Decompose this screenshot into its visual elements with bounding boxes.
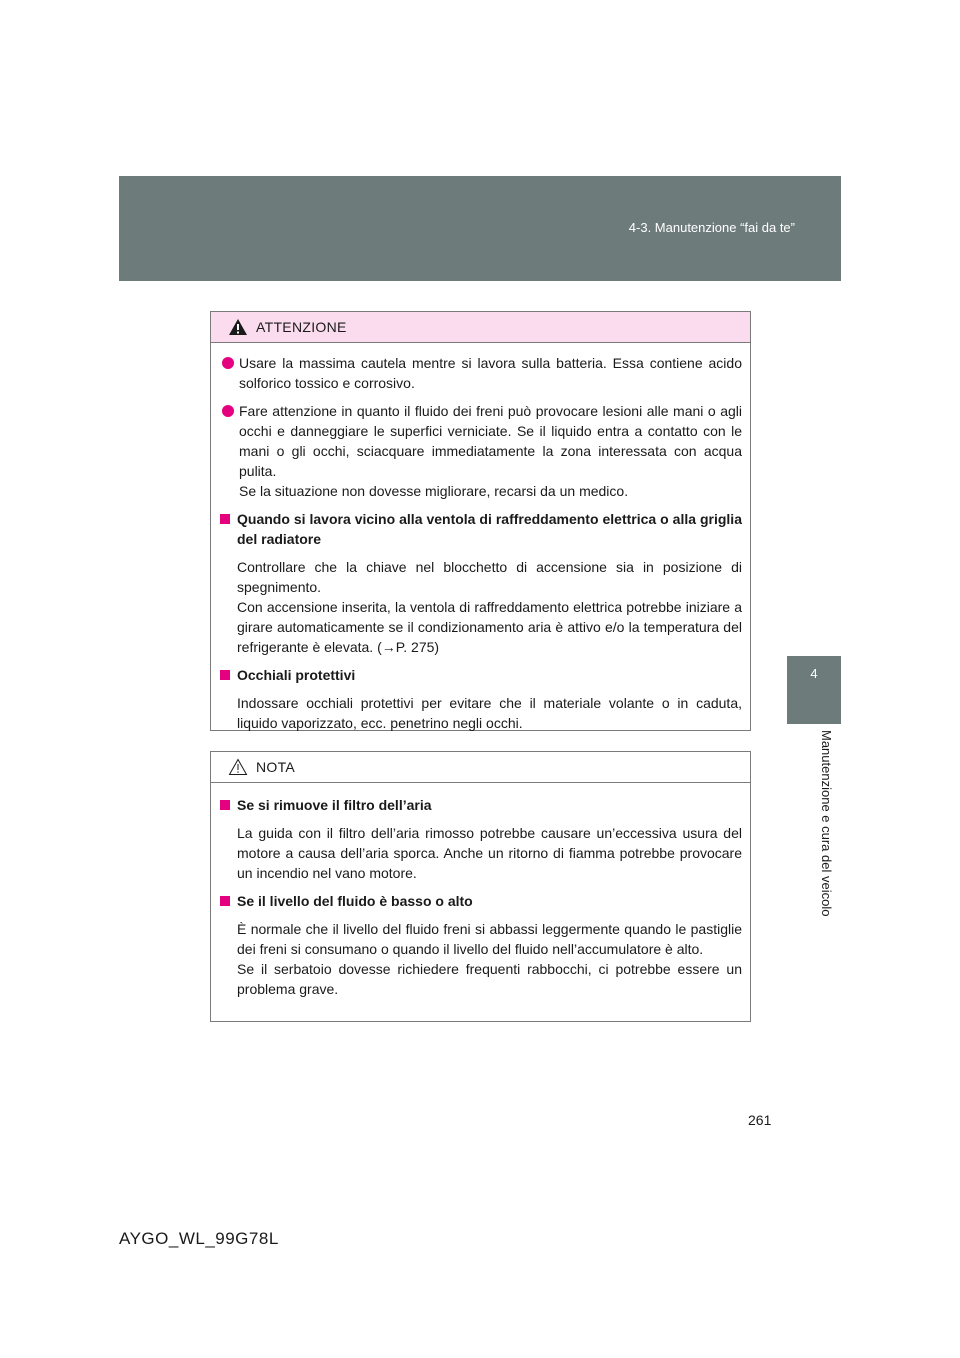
chapter-tab [787,656,841,724]
section-title: 4-3. Manutenzione “fai da te” [628,220,795,235]
warning-box-header [211,312,750,343]
note-box-header [211,752,750,783]
warning-box [210,311,751,731]
paragraph-line: La guida con il filtro dell’aria rimosso potrebbe causare un’eccessiva usura del motore a causa dell’aria sporca. Anche un ritorno di fiamma potrebbe provocare un incendio nel vano motore. [237,825,742,881]
header-band [119,176,841,281]
note-item-heading [219,891,742,911]
warning-item-heading [219,665,742,685]
warning-bullet [219,401,742,501]
warning-item-heading [219,509,742,549]
page-number: 261 [748,1112,772,1128]
square-bullet-icon [220,800,230,810]
note-item-text [219,823,742,883]
warning-bullet-text: Usare la massima cautela mentre si lavora sulla batteria. Essa contiene acido solforico tossico e corrosivo. [239,355,742,391]
paragraph-line: È normale che il livello del fluido freni si abbassi leggermente quando le pastiglie dei freni si consumano o quando il livello del fluido nell’accumulatore è alto. [237,921,742,957]
document-code: AYGO_WL_99G78L [119,1229,279,1248]
chapter-title: Manutenzione e cura del veicolo [819,730,834,917]
warning-item-heading-text: Occhiali protettivi [237,667,356,683]
warning-bullet [219,353,742,393]
note-item-heading [219,795,742,815]
note-item-text [219,919,742,999]
paragraph-line: Con accensione inserita, la ventola di raffreddamento elettrica potrebbe iniziare a girare automaticamente se il condizionamento aria è attivo e/o la temperatura del refrigerante è elevata. (→P. 275) [237,599,742,655]
note-item-heading-text: Se il livello del fluido è basso o alto [237,893,473,909]
note-box-body [211,783,750,999]
warning-bullet-text: Se la situazione non dovesse migliorare, recarsi da un medico. [239,483,629,499]
bullet-dot-icon [222,357,234,369]
warning-triangle-outline-icon [228,758,248,776]
warning-item-text [219,557,742,657]
warning-box-body [211,343,750,733]
warning-triangle-filled-icon [228,318,248,336]
warning-box-title: ATTENZIONE [256,319,347,335]
bullet-dot-icon [222,405,234,417]
square-bullet-icon [220,670,230,680]
note-box-title: NOTA [256,759,296,775]
warning-bullet-text: Fare attenzione in quanto il fluido dei freni può provocare lesioni alle mani o agli occhi e danneggiare le superfici verniciate. Se il liquido entra a contatto con le mani o gli occhi, sciacquare immediatamente la zona interessata con acqua pulita. [239,403,742,479]
square-bullet-icon [220,896,230,906]
paragraph-line: Indossare occhiali protettivi per evitare che il materiale volante o in caduta, liquido vaporizzato, ecc. penetrino negli occhi. [237,695,742,731]
chapter-title-wrap [787,730,841,960]
paragraph-line: Se il serbatoio dovesse richiedere frequenti rabbocchi, ci potrebbe essere un problema grave. [237,961,742,997]
paragraph-line: Controllare che la chiave nel blocchetto di accensione sia in posizione di spegnimento. [237,559,742,595]
warning-item-text [219,693,742,733]
square-bullet-icon [220,514,230,524]
warning-item-heading-text: Quando si lavora vicino alla ventola di raffreddamento elettrica o alla griglia del radiatore [237,511,742,547]
note-box [210,751,751,1022]
chapter-number: 4 [810,666,818,681]
note-item-heading-text: Se si rimuove il filtro dell’aria [237,797,432,813]
